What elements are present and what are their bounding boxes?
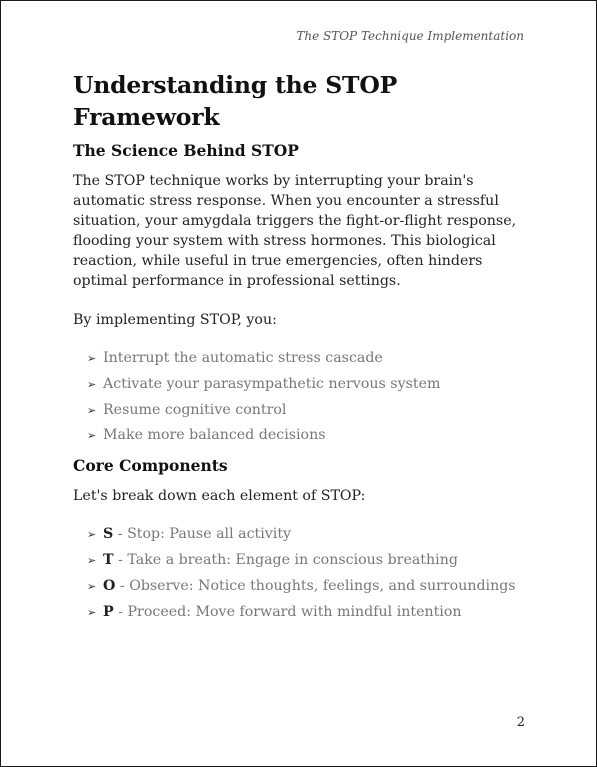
stop-intro-text: By implementing STOP, you:: [73, 312, 277, 328]
list-item: ➢ Make more balanced decisions: [87, 425, 528, 446]
arrowhead-icon: ➢: [87, 579, 97, 593]
arrowhead-icon: ➢: [87, 528, 97, 542]
list-item: ➢ O - Observe: Notice thoughts, feelings, and surroundings: [87, 576, 528, 597]
list-item: ➢ Resume cognitive control: [87, 400, 528, 421]
components-intro-text: Let's break down each element of STOP:: [73, 488, 366, 505]
list-item: ➢ S - Stop: Pause all activity: [87, 524, 528, 545]
components-list: [73, 524, 528, 622]
arrowhead-icon: ➢: [87, 554, 97, 568]
benefits-list: [73, 348, 528, 446]
arrowhead-icon: ➢: [87, 605, 97, 619]
component-letter: S: [103, 526, 114, 543]
science-paragraph: The STOP technique works by interrupting your brain's automatic stress response. When you encounter a stressful situation, your amygdala triggers the fight-or-flight response, flooding your system with stress hormones. This biological reaction, while useful in true emergencies, often hinders optimal performance in professional settings.: [73, 173, 517, 289]
page-title: Understanding the STOP Framework: [73, 71, 398, 131]
component-text: Proceed: Move forward with mindful intention: [127, 603, 462, 620]
component-letter: T: [103, 552, 114, 569]
page-number: 2: [516, 715, 525, 730]
running-header: The STOP Technique Implementation: [296, 29, 524, 43]
section-heading-components: Core Components: [73, 456, 228, 476]
list-item: ➢ Activate your parasympathetic nervous system: [87, 374, 528, 395]
arrowhead-icon: ➢: [87, 377, 97, 391]
component-text: Stop: Pause all activity: [127, 526, 292, 543]
arrowhead-icon: ➢: [87, 429, 97, 443]
component-text: Take a breath: Engage in conscious breathing: [127, 552, 458, 569]
list-item: ➢ Interrupt the automatic stress cascade: [87, 348, 528, 369]
component-letter: P: [103, 603, 114, 620]
page-content: [73, 69, 528, 628]
section-heading-science: The Science Behind STOP: [73, 141, 299, 160]
arrowhead-icon: ➢: [87, 403, 97, 417]
list-item: ➢ T - Take a breath: Engage in conscious breathing: [87, 550, 528, 571]
arrowhead-icon: ➢: [87, 352, 97, 365]
list-item: ➢ P - Proceed: Move forward with mindful intention: [87, 602, 528, 623]
component-letter: O: [103, 577, 116, 594]
component-text: Observe: Notice thoughts, feelings, and surroundings: [129, 577, 516, 594]
